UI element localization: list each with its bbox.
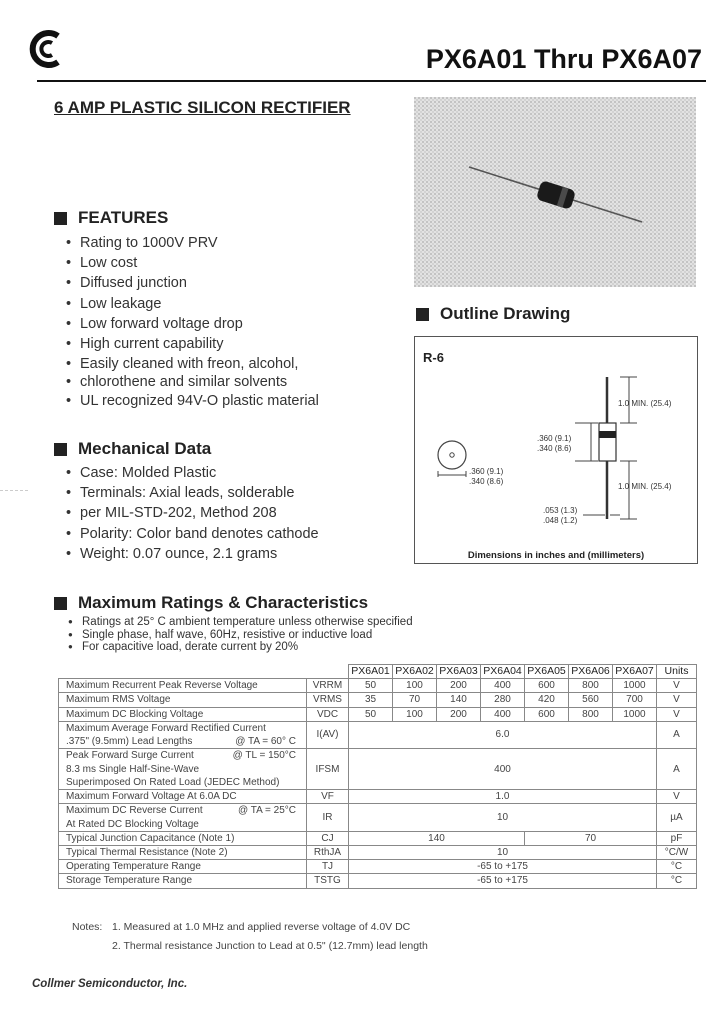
row-unit: A — [657, 721, 697, 748]
outline-heading-text: Outline Drawing — [440, 304, 571, 323]
table-cell: 400 — [349, 749, 657, 790]
features-list — [64, 233, 319, 412]
table-cell — [307, 665, 349, 679]
row-condition: @ TA = 60° C — [235, 736, 296, 748]
list-item: • chlorothene and similar solvents — [64, 374, 319, 391]
list-item: • Rating to 1000V PRV — [64, 233, 319, 253]
list-item: ● For capacitive load, derate current by 20% — [68, 641, 413, 654]
table-cell: 600 — [525, 707, 569, 721]
column-header: PX6A05 — [525, 665, 569, 679]
table-cell: 10 — [349, 846, 657, 860]
diode-body — [599, 423, 616, 461]
row-label: Maximum Forward Voltage At 6.0A DC — [59, 790, 307, 804]
list-item: • per MIL-STD-202, Method 208 — [64, 503, 319, 523]
dim-lead-a: .053 (1.3) — [543, 506, 578, 515]
row-label-text: .375" (9.5mm) Lead Lengths — [66, 736, 193, 748]
table-cell: -65 to +175 — [349, 860, 657, 874]
table-cell: 280 — [481, 693, 525, 707]
table-cell: 560 — [569, 693, 613, 707]
company-footer: Collmer Semiconductor, Inc. — [32, 978, 188, 990]
column-header: PX6A07 — [613, 665, 657, 679]
table-cell — [59, 665, 307, 679]
row-unit: V — [657, 679, 697, 693]
note-row — [72, 918, 428, 937]
table-row — [59, 846, 697, 860]
table-row — [59, 860, 697, 874]
row-label-line — [66, 749, 304, 762]
row-symbol: VF — [307, 790, 349, 804]
table-cell: 600 — [525, 679, 569, 693]
dim-body-len-b: .340 (8.6) — [537, 444, 572, 453]
table-cell: 70 — [393, 693, 437, 707]
row-label: Typical Thermal Resistance (Note 2) — [59, 846, 307, 860]
row-unit: °C — [657, 874, 697, 888]
list-item: • High current capability — [64, 334, 319, 354]
row-symbol: VRMS — [307, 693, 349, 707]
ratings-heading — [54, 593, 368, 613]
table-notes — [72, 918, 428, 955]
dim-body-len-a: .360 (9.1) — [537, 434, 572, 443]
row-condition: @ TA = 25°C — [238, 805, 296, 817]
end-view-lead — [450, 453, 454, 457]
row-unit: °C — [657, 860, 697, 874]
row-unit: A — [657, 749, 697, 790]
table-cell: 50 — [349, 707, 393, 721]
table-row — [59, 707, 697, 721]
row-label — [59, 721, 307, 748]
table-cell: 800 — [569, 707, 613, 721]
outline-caption: Dimensions in inches and (millimeters) — [467, 550, 645, 561]
column-header: PX6A02 — [393, 665, 437, 679]
row-label-line: 8.3 ms Single Half-Sine-Wave — [66, 763, 200, 775]
table-row — [59, 804, 697, 831]
dim-lead-top: 1.0 MIN. (25.4) — [618, 399, 672, 408]
row-unit: V — [657, 790, 697, 804]
list-item: • Low cost — [64, 253, 319, 273]
section-marker-icon — [54, 212, 67, 225]
row-symbol: CJ — [307, 831, 349, 845]
row-symbol: IFSM — [307, 749, 349, 790]
row-label — [59, 804, 307, 831]
row-label-line: At Rated DC Blocking Voltage — [66, 818, 199, 830]
row-condition: @ TL = 150°C — [232, 750, 296, 762]
table-cell: 35 — [349, 693, 393, 707]
section-marker-icon — [54, 597, 67, 610]
table-header-row — [59, 665, 697, 679]
dim-dia-a: .360 (9.1) — [469, 467, 504, 476]
table-cell: -65 to +175 — [349, 874, 657, 888]
row-label-line — [66, 804, 304, 817]
list-item: • Low forward voltage drop — [64, 314, 319, 334]
table-row — [59, 790, 697, 804]
row-label: Storage Temperature Range — [59, 874, 307, 888]
outline-heading — [416, 304, 570, 324]
table-row — [59, 679, 697, 693]
row-label: Maximum DC Blocking Voltage — [59, 707, 307, 721]
page-title: PX6A01 Thru PX6A07 — [425, 44, 702, 74]
table-cell: 1000 — [613, 707, 657, 721]
mechanical-list — [64, 463, 319, 564]
list-item: ● Single phase, half wave, 60Hz, resistive or inductive load — [68, 629, 413, 642]
end-view-circle — [438, 441, 466, 469]
note-text: 2. Thermal resistance Junction to Lead at 0.5" (12.7mm) lead length — [112, 939, 428, 952]
table-cell: 50 — [349, 679, 393, 693]
ratings-table — [58, 664, 697, 889]
column-header: PX6A04 — [481, 665, 525, 679]
row-label: Maximum RMS Voltage — [59, 693, 307, 707]
outline-drawing-graphic — [415, 337, 697, 563]
row-label: Typical Junction Capacitance (Note 1) — [59, 831, 307, 845]
table-cell: 400 — [481, 707, 525, 721]
table-cell: 200 — [437, 679, 481, 693]
package-label: R-6 — [423, 350, 444, 365]
list-item: • Case: Molded Plastic — [64, 463, 319, 483]
table-cell: 1.0 — [349, 790, 657, 804]
mechanical-heading — [54, 439, 211, 459]
table-row — [59, 831, 697, 845]
row-symbol: TSTG — [307, 874, 349, 888]
table-cell: 70 — [525, 831, 657, 845]
diode-photo-graphic — [414, 97, 696, 287]
row-symbol: TJ — [307, 860, 349, 874]
table-cell: 420 — [525, 693, 569, 707]
list-item: • Terminals: Axial leads, solderable — [64, 483, 319, 503]
row-unit: µA — [657, 804, 697, 831]
row-unit: pF — [657, 831, 697, 845]
row-symbol: VRRM — [307, 679, 349, 693]
row-label-text: Maximum DC Reverse Current — [66, 805, 203, 817]
ratings-heading-text: Maximum Ratings & Characteristics — [78, 593, 369, 612]
row-symbol: I(AV) — [307, 721, 349, 748]
table-row — [59, 693, 697, 707]
table-cell: 140 — [349, 831, 525, 845]
row-label-text: Peak Forward Surge Current — [66, 750, 194, 762]
table-row — [59, 749, 697, 790]
section-marker-icon — [54, 443, 67, 456]
table-cell: 800 — [569, 679, 613, 693]
row-label: Maximum Recurrent Peak Reverse Voltage — [59, 679, 307, 693]
row-label-line — [66, 735, 304, 748]
company-logo — [26, 26, 66, 72]
section-marker-icon — [416, 308, 429, 321]
column-header: Units — [657, 665, 697, 679]
row-unit: V — [657, 693, 697, 707]
list-item: • UL recognized 94V-O plastic material — [64, 391, 319, 411]
table-cell: 100 — [393, 679, 437, 693]
note-text: 1. Measured at 1.0 MHz and applied reverse voltage of 4.0V DC — [112, 921, 411, 933]
row-symbol: RthJA — [307, 846, 349, 860]
table-cell: 100 — [393, 707, 437, 721]
table-cell: 700 — [613, 693, 657, 707]
row-unit: V — [657, 707, 697, 721]
ratings-notes — [68, 616, 413, 654]
header-rule — [37, 80, 706, 82]
cathode-band — [599, 431, 616, 438]
column-header: PX6A01 — [349, 665, 393, 679]
list-item: • Easily cleaned with freon, alcohol, — [64, 354, 319, 374]
product-photo — [414, 97, 696, 287]
row-label-line: Maximum Average Forward Rectified Current — [66, 722, 266, 734]
dim-lead-bottom: 1.0 MIN. (25.4) — [618, 482, 672, 491]
table-cell: 140 — [437, 693, 481, 707]
column-header: PX6A03 — [437, 665, 481, 679]
row-label-line: Superimposed On Rated Load (JEDEC Method) — [66, 776, 280, 788]
product-subtitle: 6 AMP PLASTIC SILICON RECTIFIER — [54, 98, 351, 117]
note-row — [72, 937, 428, 956]
dim-dia-b: .340 (8.6) — [469, 477, 504, 486]
list-item: • Diffused junction — [64, 273, 319, 293]
list-item: ● Ratings at 25° C ambient temperature unless otherwise specified — [68, 616, 413, 629]
table-cell: 10 — [349, 804, 657, 831]
mechanical-heading-text: Mechanical Data — [78, 439, 212, 458]
notes-label-spacer — [72, 937, 112, 956]
column-header: PX6A06 — [569, 665, 613, 679]
row-label: Operating Temperature Range — [59, 860, 307, 874]
table-cell: 400 — [481, 679, 525, 693]
scan-mark — [0, 490, 28, 491]
row-unit: °C/W — [657, 846, 697, 860]
table-cell: 200 — [437, 707, 481, 721]
row-symbol: IR — [307, 804, 349, 831]
outline-drawing — [414, 336, 698, 564]
row-symbol: VDC — [307, 707, 349, 721]
features-heading-text: FEATURES — [78, 208, 169, 227]
notes-label: Notes: — [72, 921, 103, 933]
table-row — [59, 721, 697, 748]
table-cell: 6.0 — [349, 721, 657, 748]
row-label — [59, 749, 307, 790]
dim-lead-b: .048 (1.2) — [543, 516, 578, 525]
list-item: • Low leakage — [64, 294, 319, 314]
list-item: • Polarity: Color band denotes cathode — [64, 524, 319, 544]
table-cell: 1000 — [613, 679, 657, 693]
table-row — [59, 874, 697, 888]
list-item: • Weight: 0.07 ounce, 2.1 grams — [64, 544, 319, 564]
features-heading — [54, 208, 168, 228]
